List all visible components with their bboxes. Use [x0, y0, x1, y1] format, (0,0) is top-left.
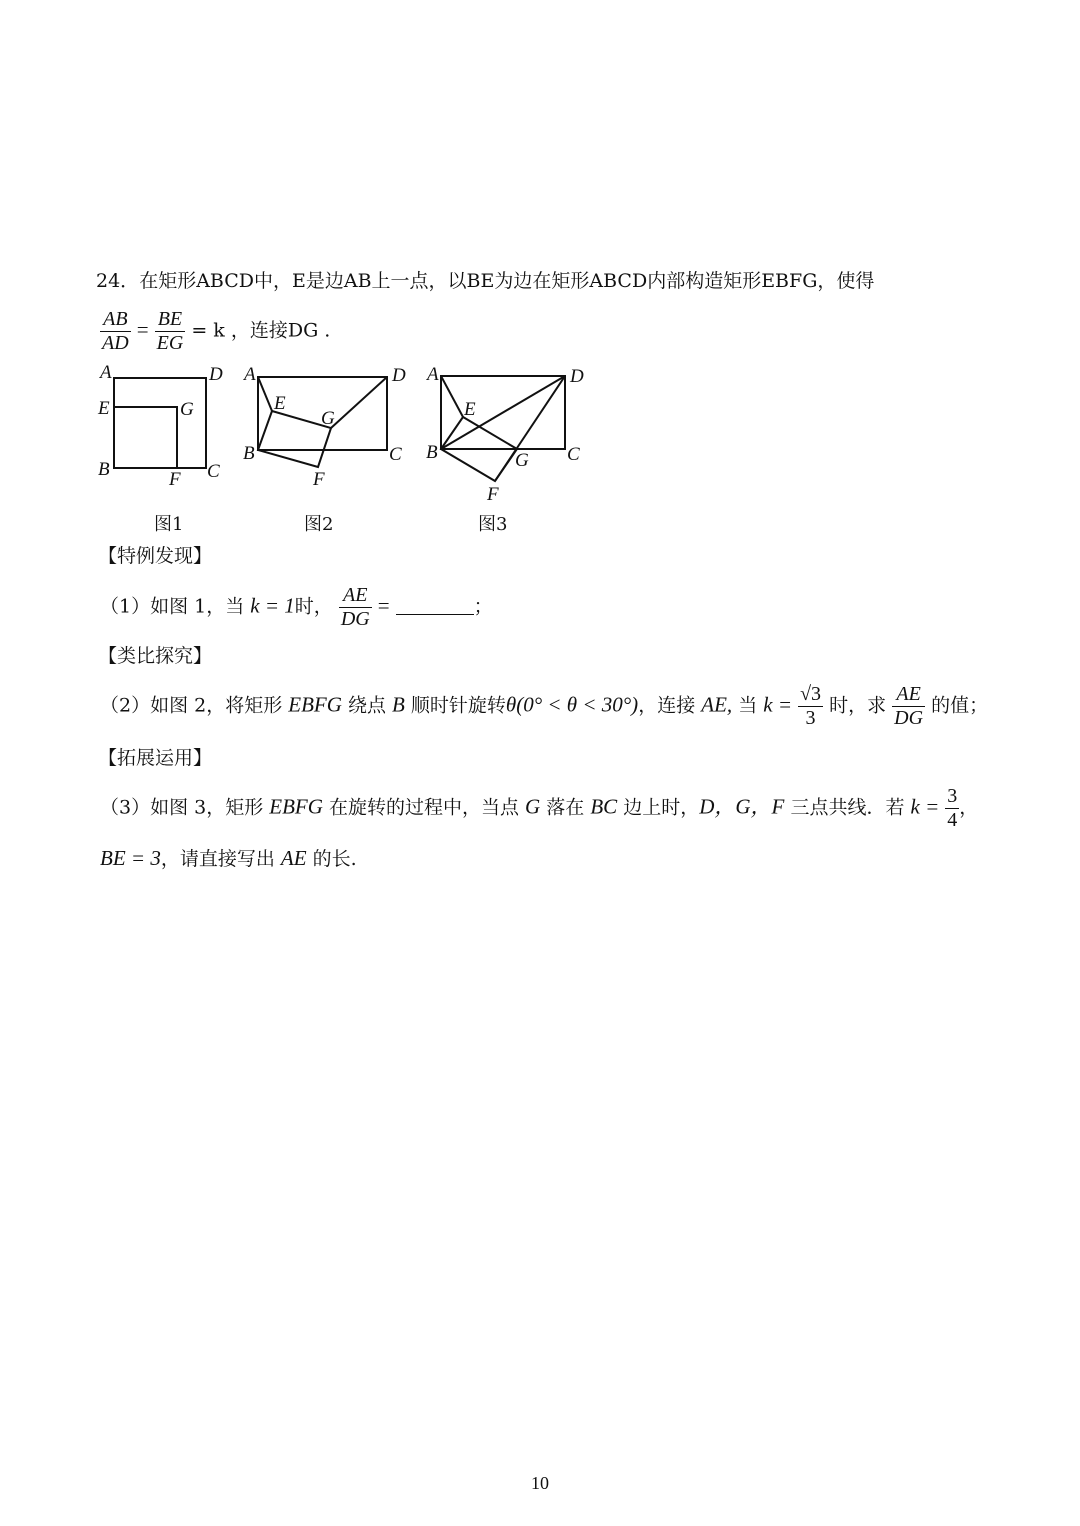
ratio-tail: = k ，连接DG .: [191, 319, 331, 342]
part1-fraction-ae-dg: $\frac{AE}{DG}$: [340, 584, 370, 630]
fig1-label-f: F: [169, 469, 181, 490]
part3: （3）如图 3，矩形 EBFG 在旋转的过程中，当点 G 落在 BC 边上时，D，G，F 三点共线．若 k = $\frac{3}{4}$ ，: [100, 785, 979, 831]
theta-range: θ(0° < θ < 30°): [505, 692, 639, 717]
part2-k-fraction: $\frac{√3}{3}$: [800, 683, 822, 729]
fig1-rectangle-ebfg: [114, 407, 177, 468]
fig1-label-c: C: [207, 461, 220, 482]
figure-3-labels: [425, 364, 584, 505]
fig2-label-e: E: [274, 393, 286, 414]
part3-line2: BE = 3，请直接写出 AE 的长.: [100, 846, 357, 870]
fig3-label-d: D: [570, 366, 584, 387]
figures: [90, 362, 610, 512]
fig3-segment-dgf: [495, 376, 565, 481]
fig2-caption: 图2: [304, 514, 334, 535]
fig3-label-g: G: [515, 450, 529, 471]
answer-blank[interactable]: [396, 614, 474, 615]
fig1-rectangle-abcd: [114, 378, 206, 468]
fig3-label-b: B: [426, 442, 438, 463]
fig1-caption: 图1: [154, 514, 184, 535]
section-analogy: 【类比探究】: [98, 645, 213, 667]
fig2-label-f: F: [313, 469, 325, 490]
figure-1-labels: [97, 362, 223, 490]
fig1-label-e: E: [98, 398, 110, 419]
fraction-be-eg: $\frac{BE}{EG}$: [156, 308, 184, 354]
fig2-label-b: B: [243, 443, 255, 464]
fig3-label-c: C: [567, 444, 580, 465]
stem-text: 在矩形ABCD中，E是边AB上一点，以BE为边在矩形ABCD内部构造矩形EBFG，使得: [139, 270, 875, 292]
fig3-caption: 图3: [478, 514, 508, 535]
fig3-label-f: F: [487, 484, 499, 505]
fig2-segment-ae: [258, 377, 272, 411]
fig2-label-c: C: [389, 444, 402, 465]
fraction-ab-ad: $\frac{AB}{AD}$: [102, 308, 129, 354]
fig2-label-a: A: [244, 364, 256, 385]
fig2-label-g: G: [321, 408, 335, 429]
section-extension: 【拓展运用】: [98, 747, 213, 769]
fig3-segment-ae: [441, 376, 463, 417]
section-special-case: 【特例发现】: [98, 545, 213, 567]
fig2-label-d: D: [392, 365, 406, 386]
fig1-label-b: B: [98, 459, 110, 480]
fig3-label-e: E: [464, 399, 476, 420]
page-number: 10: [531, 1473, 549, 1493]
ratio-definition: $\frac{AB}{AD}$ = $\frac{BE}{EG}$ = k ，连接DG .: [102, 308, 331, 354]
fig1-label-a: A: [100, 362, 112, 383]
figure-3: [441, 376, 565, 481]
question-stem: [96, 272, 874, 291]
part1-k-value: k = 1: [250, 593, 295, 618]
part1: （1）如图 1，当 k = 1时， $\frac{AE}{DG}$ = ；: [100, 584, 493, 630]
fig1-label-d: D: [209, 364, 223, 385]
part2: （2）如图 2，将矩形 EBFG 绕点 B 顺时针旋转θ(0° < θ < 30°)，连接 AE, 当 k = $\frac{√3}{3}$ 时，求 $\frac{AE}{DG}$ 的值；: [100, 683, 989, 729]
question-number: 24．: [96, 270, 140, 292]
part2-fraction-ae-dg: $\frac{AE}{DG}$: [894, 683, 924, 729]
figure-1: [114, 378, 206, 468]
fig1-label-g: G: [180, 399, 194, 420]
fig2-segment-dg: [331, 377, 387, 428]
fig3-label-a: A: [427, 364, 439, 385]
part3-k-fraction: $\frac{3}{4}$: [947, 785, 958, 831]
